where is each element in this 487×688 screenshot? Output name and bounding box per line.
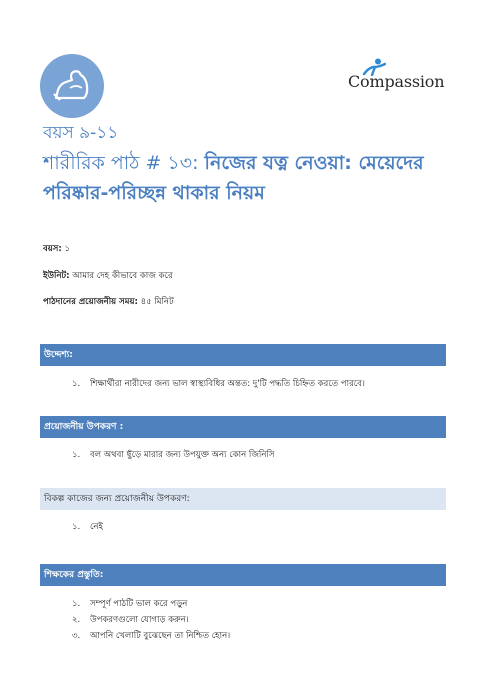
meta-age-label: বয়স:: [43, 244, 62, 254]
meta-age: [43, 242, 70, 256]
section-materials-heading: প্রয়োজনীয় উপকরণ :: [40, 416, 446, 438]
physical-badge: [40, 54, 104, 118]
list-item: [72, 613, 189, 627]
list-item-number: ২.: [72, 615, 81, 625]
age-range: বয়স ৯-১১: [43, 123, 119, 143]
flexed-arm-icon: [40, 54, 104, 118]
meta-unit-value: আমার দেহ কীভাবে কাজ করে: [69, 271, 173, 281]
meta-time-label: পাঠদানের প্রয়োজনীয় সময়:: [43, 297, 138, 307]
list-item-number: ১.: [72, 522, 81, 532]
list-item-text: শিক্ষার্থীরা নারীদের জন্য ভাল স্বাস্থ্যবিধির অন্তত: দু'টি পদ্ধতি চিহ্নিত করতে পারবে।: [90, 379, 365, 389]
meta-time: [43, 295, 174, 309]
logo-wordmark: Compassion: [348, 72, 445, 91]
lesson-title-main: নিজের যত্ন নেওয়া: মেয়েদের পরিষ্কার-পরিচ্ছন্ন থাকার নিয়ম: [43, 152, 424, 204]
meta-unit-label: ইউনিট:: [43, 271, 70, 281]
meta-age-value: ১: [61, 244, 70, 254]
list-item-number: ১.: [72, 599, 81, 609]
section-teacher-prep-heading: শিক্ষকের প্রস্তুতি:: [40, 564, 446, 586]
list-item: [72, 520, 103, 534]
list-item: [72, 448, 275, 462]
section-alt-materials-heading: বিকল্প কাজের জন্য প্রয়োজনীয় উপকরণ:: [40, 488, 446, 510]
list-item-number: ৩.: [72, 631, 81, 641]
list-item-text: বল অথবা ছুঁড়ে মারার জন্য উপযুক্ত অন্য কোন জিনিসি: [90, 450, 275, 460]
meta-unit: [43, 269, 173, 283]
list-item-number: ১.: [72, 450, 81, 460]
lesson-title-prefix: শারীরিক পাঠ # ১৩:: [43, 152, 205, 174]
section-objectives-heading: উদ্দেশ্য:: [40, 344, 446, 366]
list-item: [72, 597, 187, 611]
list-item-text: সম্পূর্ণ পাঠটি ভাল করে পড়ুন: [90, 599, 188, 609]
list-item-text: আপনি খেলাটি বুঝেছেন তা নিশ্চিত হোন।: [90, 631, 231, 641]
list-item: [72, 377, 365, 391]
list-item-text: নেই: [90, 522, 103, 532]
list-item-number: ১.: [72, 379, 81, 389]
list-item-text: উপকরণগুলো যোগাড় করুন।: [90, 615, 189, 625]
meta-time-value: ৪৫ মিনিট: [137, 297, 174, 307]
lesson-title: [43, 148, 463, 208]
compassion-logo: [348, 58, 448, 98]
list-item: [72, 629, 230, 643]
